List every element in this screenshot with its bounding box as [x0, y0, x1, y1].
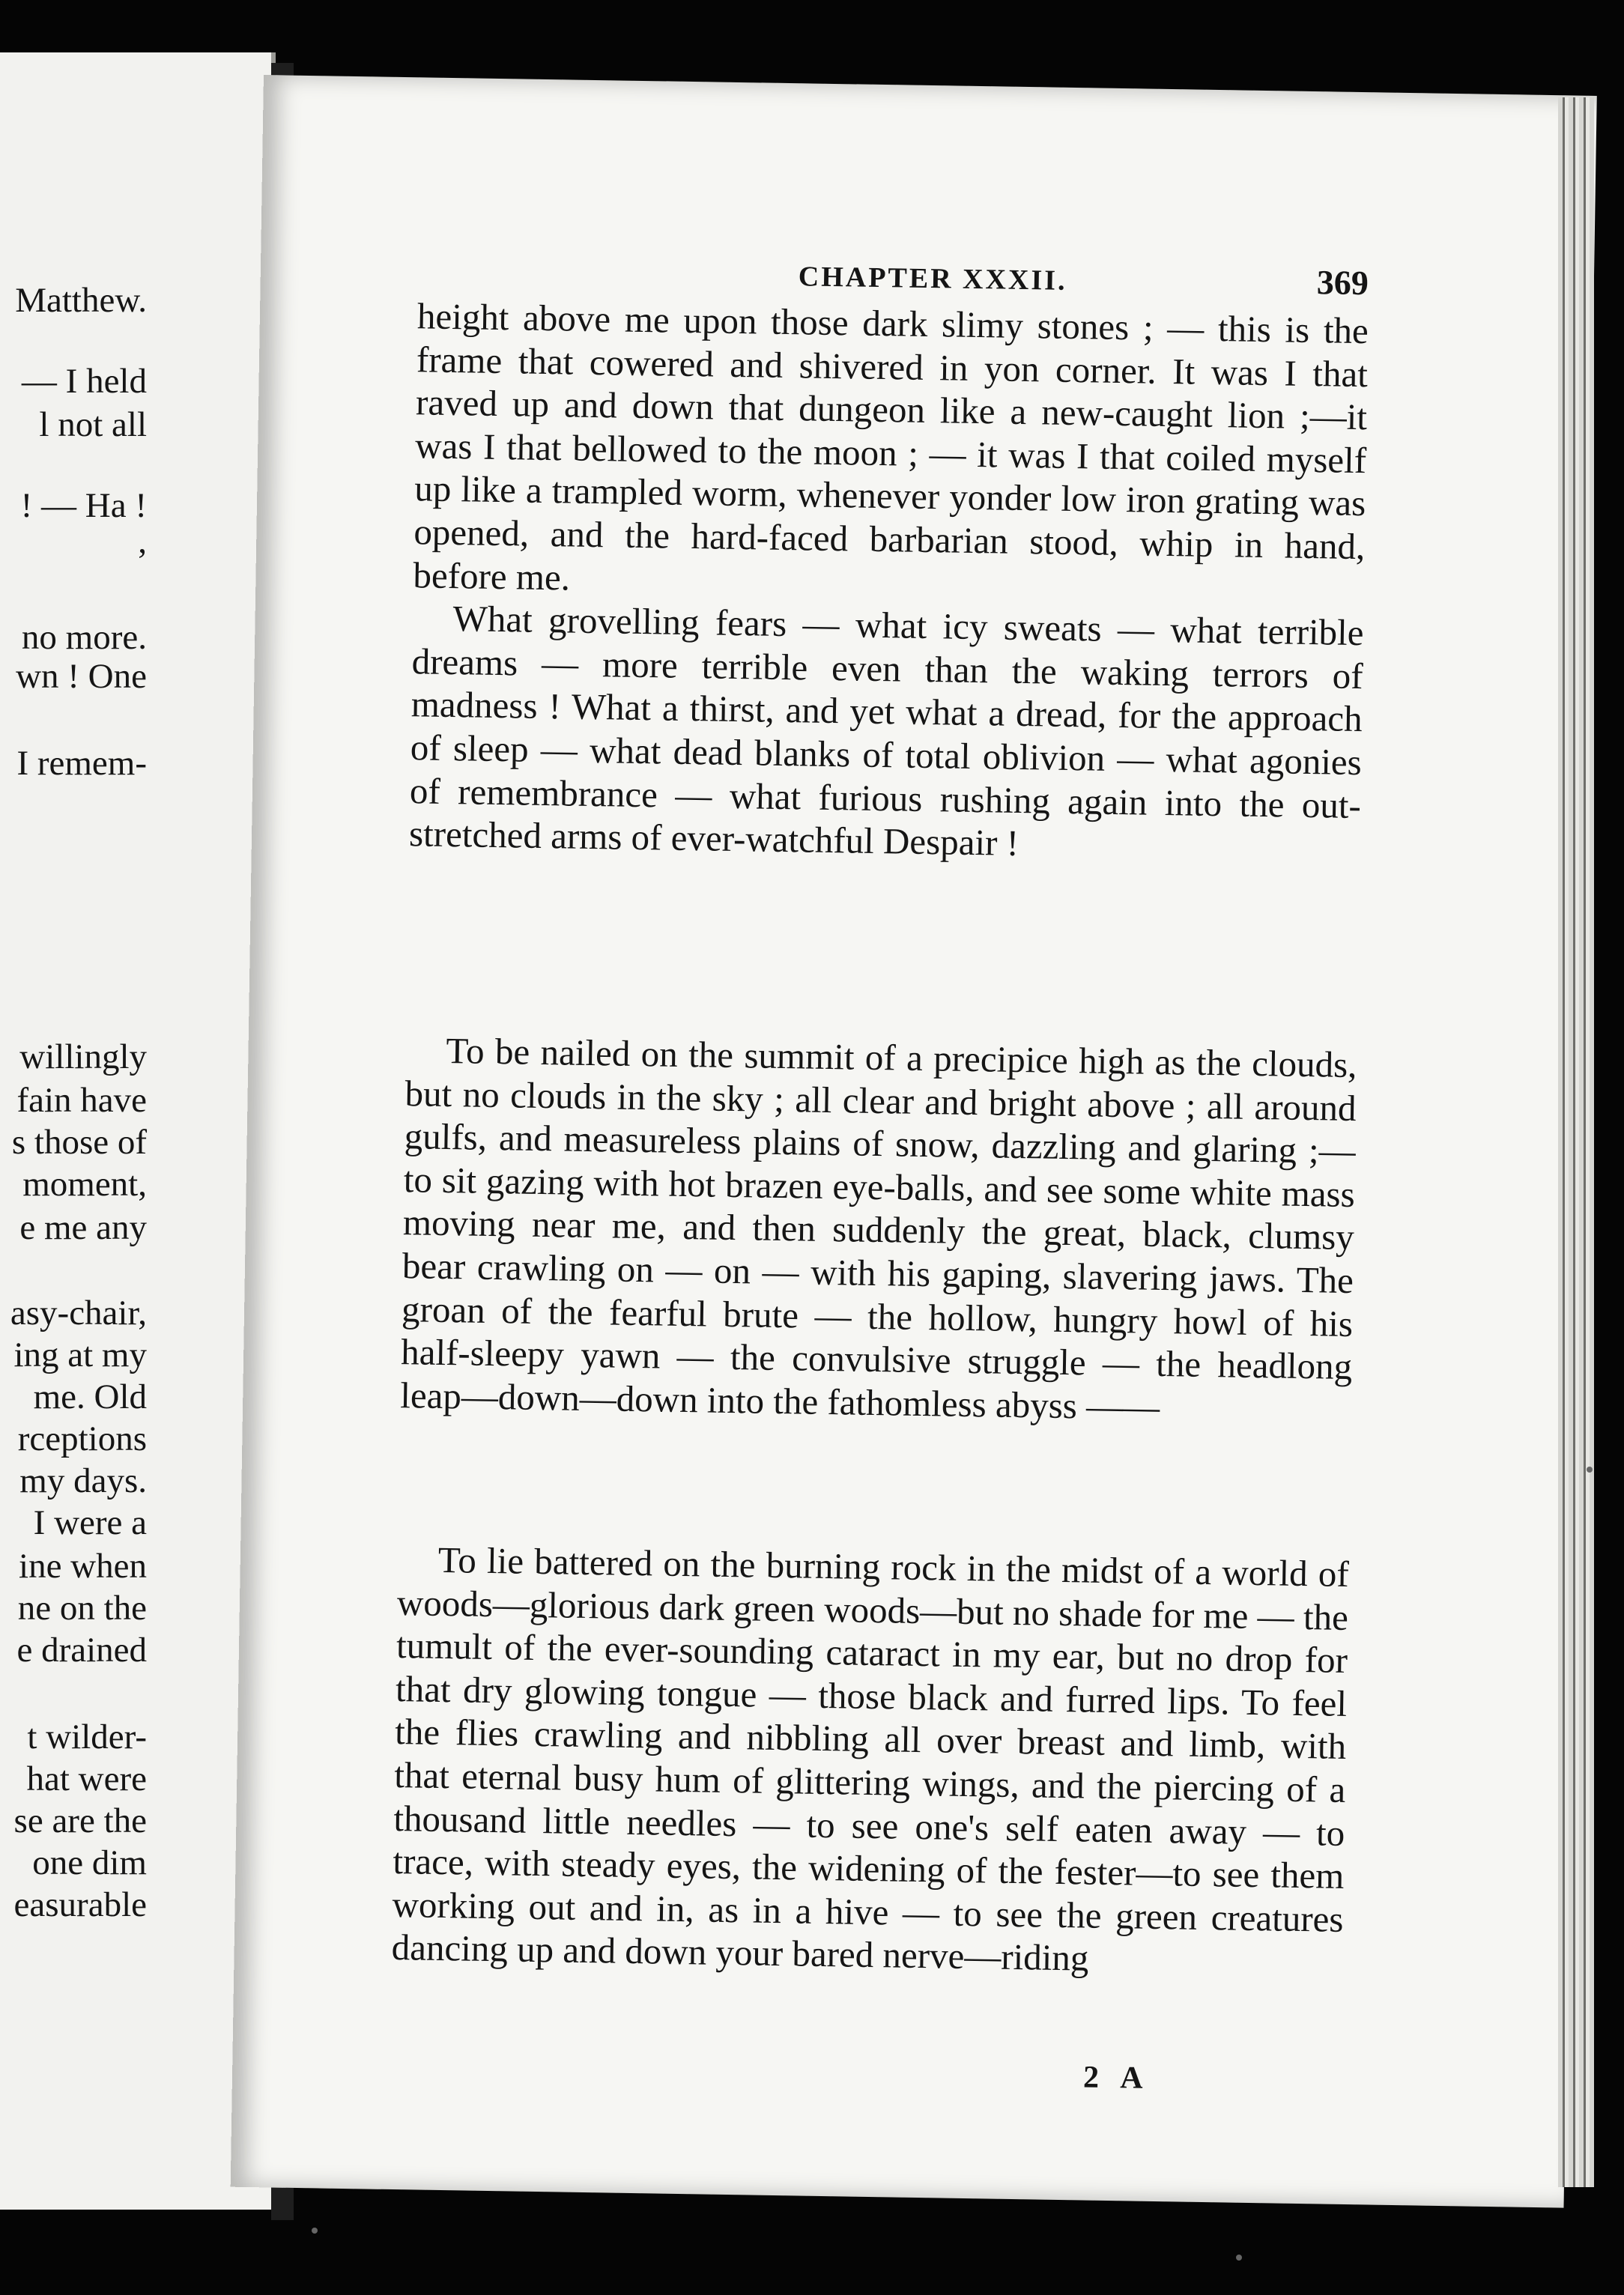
page-number: 369 — [1316, 263, 1369, 303]
left-page-line: s those of — [11, 1123, 147, 1162]
paragraph-2: What grovelling fears — what icy sweats — what terrible dreams — more terrible even than the waking terrors of madness ! What a thirst, and yet what a dread, for the approach of sleep — what dead blanks of total oblivion — what agonies of remembrance — what furious rushing again into the out-stretched arms of ever-watchful Despair ! — [408, 598, 1364, 864]
left-page-line: Matthew. — [15, 281, 147, 320]
left-page-fragment — [0, 52, 276, 2210]
paragraph-3: To be nailed on the summit of a precipice high as the clouds, but no clouds in the sky ; all clear and bright above ; all around gulfs, and measureless plains of snow, dazzling and glaring ;—to sit gazing with hot brazen eye-balls, and see some white mass moving near me, and then suddenly the great, black, clumsy bear crawling on — on — with his gaping, slavering jaws. The groan of the fearful brute — the hollow, hungry howl of his half-sleepy yawn — the convulsive struggle — the headlong leap—down—down into the fathomless abyss —— — [399, 1029, 1357, 1428]
left-page-line: ine when — [19, 1547, 147, 1586]
right-page — [231, 75, 1597, 2208]
left-page-line: l not all — [39, 405, 147, 444]
left-page-line: — I held — [21, 362, 147, 401]
left-page-line: , — [138, 522, 147, 561]
left-page-line: hat were — [26, 1759, 147, 1798]
chapter-title: CHAPTER XXXII. — [798, 261, 1067, 297]
dust-speck — [1236, 2255, 1242, 2261]
dust-speck — [312, 2228, 318, 2234]
left-page-line: willingly — [19, 1037, 147, 1076]
dust-speck — [1587, 1467, 1593, 1473]
left-page-line: ing at my — [13, 1336, 147, 1374]
left-page-line: easurable — [13, 1885, 147, 1924]
left-page-line: I remem- — [16, 744, 147, 783]
paragraph-4: To lie battered on the burning rock in the midst of a world of woods—glorious dark green woods—but no shade for me — the tumult of the ever-sounding cataract in my ear, but no drop for that dry glowing tongue — those black and furred lips. To feel the flies crawling and nibbling all over breast and limb, with that eternal busy hum of glittering wings, and the piercing of a thousand little needles — to see one's self eaten away — to trace, with steady eyes, the widening of the fester—to see them working out and in, as in a hive — to see the green creatures dancing up and down your bared nerve—riding — [391, 1538, 1350, 1979]
left-page-line: se are the — [13, 1801, 147, 1840]
left-page-line: moment, — [22, 1165, 147, 1204]
left-page-line: my days. — [19, 1461, 147, 1500]
left-page-line: rceptions — [17, 1419, 147, 1458]
signature-mark: 2 A — [1082, 2060, 1151, 2096]
left-page-line: ne on the — [17, 1589, 147, 1628]
text-block-3 — [391, 1538, 1349, 1984]
left-page-line: ! — Ha ! — [20, 486, 147, 525]
left-page-line: one dim — [32, 1843, 147, 1882]
text-block-1 — [409, 294, 1369, 870]
text-block-2 — [400, 1028, 1357, 1431]
paragraph-1: height above me upon those dark slimy stones ; — this is the frame that cowered and shivered in yon corner. It was I that raved up and down that dungeon like a new-caught lion ;—it was I that bellowed to the moon ; — it was I that coiled myself up like a trampled worm, whenever yonder low iron grating was opened, and the hard-faced barbarian stood, whip in hand, before me. — [413, 295, 1369, 598]
left-page-line: no more. — [21, 618, 147, 657]
left-page-line: asy-chair, — [10, 1294, 147, 1333]
left-page-line: e drained — [16, 1631, 147, 1670]
left-page-line: fain have — [16, 1081, 147, 1120]
left-page-line: me. Old — [33, 1377, 147, 1416]
page-edges — [1558, 97, 1594, 2187]
left-page-line: e me any — [19, 1208, 147, 1247]
left-page-line: t wilder- — [27, 1718, 147, 1756]
left-page-line: wn ! One — [16, 657, 147, 696]
left-page-line: I were a — [33, 1503, 147, 1542]
